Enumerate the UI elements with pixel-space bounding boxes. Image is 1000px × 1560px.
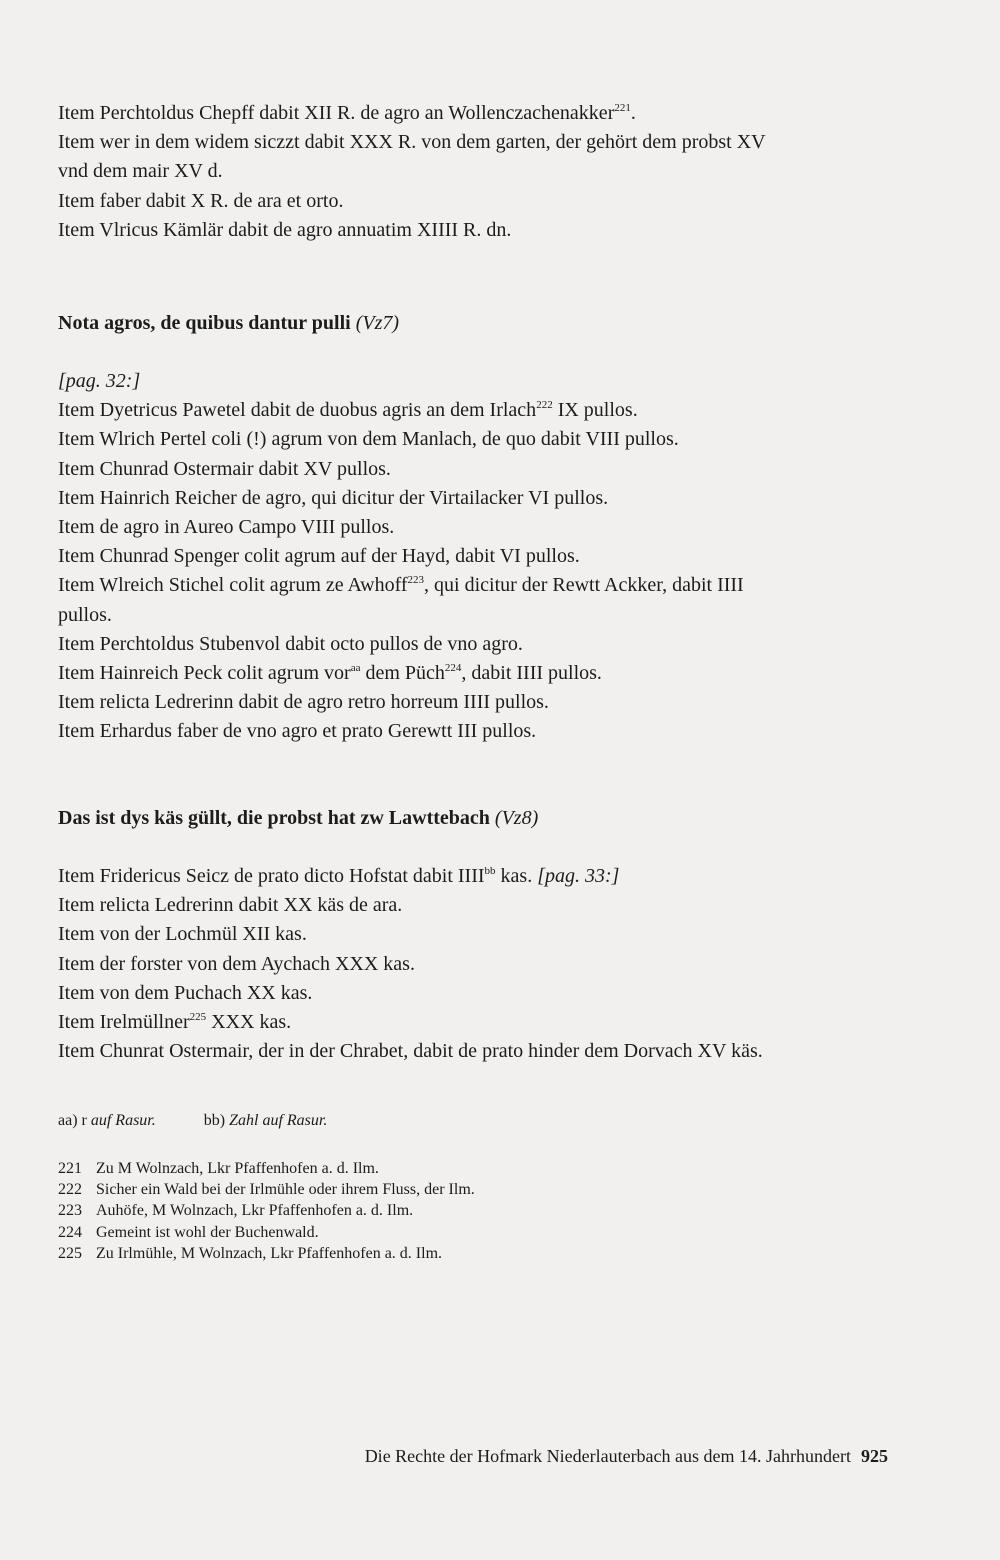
footnote: 225 Zu Irlmühle, M Wolnzach, Lkr Pfaffenhofen a. d. Ilm. [58,1244,443,1262]
section-2-heading: Nota agros, de quibus dantur pulli (Vz7) [58,312,400,334]
footnote-ref[interactable]: 223 [407,574,425,587]
footnote: 221 Zu M Wolnzach, Lkr Pfaffenhofen a. d. Ilm. [58,1160,379,1177]
text-line: Item Wlreich Stichel colit agrum ze Awhoff$^{223}$, qui dicitur der Rewtt Ackker, dabit IIII [58,574,744,597]
text-line: Item wer in dem widem siczzt dabit XXX R. von dem garten, der gehört dem probst XV [58,131,766,154]
page-marker: [pag. 32:] [58,370,141,392]
footnote: 223 Auhöfe, M Wolnzach, Lkr Pfaffenhofen a. d. Ilm. [58,1202,414,1220]
section-3-heading: Das ist dys käs güllt, die probst hat zw Lawttebach (Vz8) [58,807,539,829]
footnote-ref[interactable]: 222 [536,399,553,412]
section-ref: (Vz8) [494,807,539,829]
footnote: 222 Sicher ein Wald bei der Irlmühle oder ihrem Fluss, der Ilm. [58,1181,475,1199]
text-line: Item Dyetricus Pawetel dabit de duobus agris an dem Irlach$^{222}$ IX pullos. [58,399,638,422]
footnote-ref[interactable]: 224 [444,662,462,675]
text-line: Item Vlricus Kämlär dabit de agro annuatim XIIII R. dn. [58,218,512,241]
apparatus-notes [58,1110,327,1132]
text-line: Item Perchtoldus Stubenvol dabit octo pullos de vno agro. [58,632,523,655]
section-ref: (Vz7) [355,312,400,334]
text-line: Item de agro in Aureo Campo VIII pullos. [58,516,395,539]
text-line: Item relicta Ledrerinn dabit XX käs de ara. [58,894,403,917]
apparatus-ref[interactable]: aa [350,662,361,675]
footnote-ref[interactable]: 225 [189,1011,207,1024]
running-title: Die Rechte der Hofmark Niederlauterbach aus dem 14. Jahrhundert [364,1446,851,1466]
text-line: Item Chunrad Spenger colit agrum auf der Hayd, dabit VI pullos. [58,545,580,568]
footnote: 224 Gemeint ist wohl der Buchenwald. [58,1223,319,1241]
text-line: Item Fridericus Seicz de prato dicto Hofstat dabit $IIII^{bb}$ kas. [pag. 33:] [58,865,620,887]
text-line: pullos. [58,603,112,626]
page-number: 925 [861,1446,888,1466]
text-line: Item Perchtoldus Chepff dabit XII R. de agro an Wollenczachenakker$^{221}$. [58,102,636,124]
section-3-text [58,862,898,1066]
footnotes [58,1158,475,1264]
text-line: Item Erhardus faber de vno agro et prato Gerewtt III pullos. [58,720,537,743]
running-footer [365,1446,888,1467]
section-2-text [58,367,898,747]
text-line: Item Irelmüllner$^{225}$ XXX kas. [58,1011,292,1034]
text-line: Item Chunrat Ostermair, der in der Chrabet, dabit de prato hinder dem Dorvach XV käs. [58,1040,763,1063]
page-marker: [pag. 33:] [537,865,620,887]
text-line: vnd dem mair XV d. [58,160,223,183]
text-line: Item relicta Ledrerinn dabit de agro retro horreum IIII pullos. [58,691,549,714]
text-line: Item Chunrad Ostermair dabit XV pullos. [58,457,391,480]
section-1-text [58,99,898,245]
text-line: Item Hainreich Peck colit agrum vor$^{aa}$ dem Püch$^{224}$, dabit IIII pullos. [58,662,602,685]
footnote-ref[interactable]: 221 [614,102,631,114]
text-line: Item von dem Puchach XX kas. [58,981,313,1004]
text-line: Item von der Lochmül XII kas. [58,923,307,946]
text-line: Item der forster von dem Aychach XXX kas. [58,952,415,975]
text-line: Item faber dabit X R. de ara et orto. [58,189,344,212]
text-line: Item Wlrich Pertel coli (!) agrum von dem Manlach, de quo dabit VIII pullos. [58,428,679,451]
apparatus-ref[interactable]: bb [484,865,496,877]
text-line: Item Hainrich Reicher de agro, qui dicitur der Virtailacker VI pullos. [58,486,609,509]
apparatus-note: aa) r auf Rasur. [58,1112,156,1129]
apparatus-note: bb) Zahl auf Rasur. [203,1112,328,1129]
